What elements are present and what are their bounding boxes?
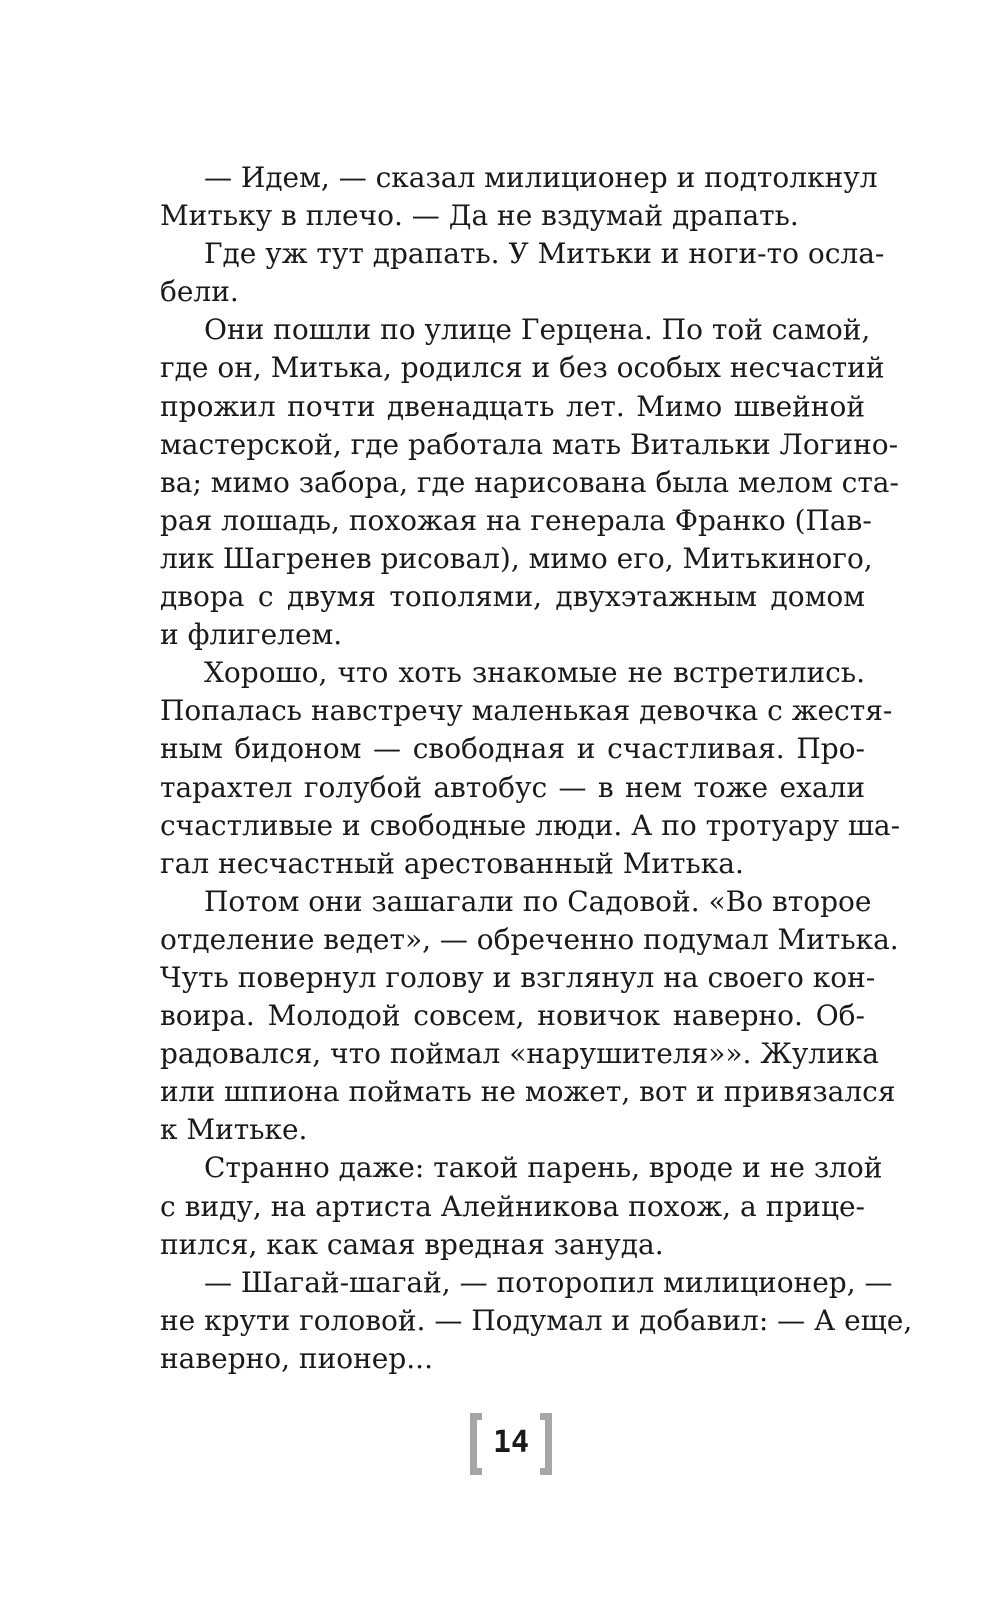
text-line: радовался, что поймал «нарушителя»». Жулика bbox=[160, 1037, 879, 1071]
text-line: Попалась навстречу маленькая девочка с жестя- bbox=[160, 694, 893, 728]
page-number-frame bbox=[470, 1413, 552, 1475]
text-line: мастерской, где работала мать Витальки Логино- bbox=[160, 427, 899, 461]
text-line: Они пошли по улице Герцена. По той самой, bbox=[204, 313, 871, 347]
text-line: — Шагай-шагай, — поторопил милиционер, — bbox=[204, 1265, 893, 1299]
text-line: и флигелем. bbox=[160, 618, 343, 652]
text-line: пился, как самая вредная зануда. bbox=[160, 1227, 664, 1261]
text-line: Потом они зашагали по Садовой. «Во второе bbox=[204, 884, 872, 918]
text-line: Чуть повернул голову и взглянул на своего кон- bbox=[160, 960, 876, 994]
text-line: Странно даже: такой парень, вроде и не злой bbox=[204, 1151, 883, 1185]
text-line: прожил почти двенадцать лет. Мимо швейной bbox=[160, 389, 865, 423]
text-line: ным бидоном — свободная и счастливая. Про- bbox=[160, 732, 865, 766]
text-line: где он, Митька, родился и без особых несчастий bbox=[160, 351, 885, 385]
page-number: 14 bbox=[492, 1425, 530, 1460]
text-line: отделение ведет», — обреченно подумал Митька. bbox=[160, 922, 899, 956]
text-line: рая лошадь, похожая на генерала Франко (Пав- bbox=[160, 503, 872, 537]
text-line: двора с двумя тополями, двухэтажным домом bbox=[160, 580, 865, 614]
text-line: воира. Молодой совсем, новичок наверно. Об- bbox=[160, 999, 865, 1033]
text-line: с виду, на артиста Алейникова похож, а прице- bbox=[160, 1189, 865, 1223]
text-line: Где уж тут драпать. У Митьки и ноги-то осла- bbox=[204, 237, 885, 271]
text-line: бели. bbox=[160, 275, 239, 309]
text-line: ва; мимо забора, где нарисована была мелом ста- bbox=[160, 465, 899, 499]
text-line: Митьку в плечо. — Да не вздумай драпать. bbox=[160, 199, 799, 233]
text-line: наверно, пионер... bbox=[160, 1341, 433, 1375]
text-line: гал несчастный арестованный Митька. bbox=[160, 846, 744, 880]
text-line: тарахтел голубой автобус — в нем тоже ехали bbox=[160, 770, 865, 804]
text-line: к Митьке. bbox=[160, 1113, 308, 1147]
text-line: счастливые и свободные люди. А по тротуару ша- bbox=[160, 808, 901, 842]
text-line: — Идем, — сказал милиционер и подтолкнул bbox=[204, 161, 878, 194]
text-line: лик Шагренев рисовал), мимо его, Митькиного, bbox=[160, 541, 873, 575]
text-line: Хорошо, что хоть знакомые не встретились. bbox=[204, 656, 865, 690]
text-line: не крути головой. — Подумал и добавил: — А еще, bbox=[160, 1303, 913, 1337]
page-text bbox=[160, 159, 913, 1378]
text-line: или шпиона поймать не может, вот и привязался bbox=[160, 1075, 896, 1109]
